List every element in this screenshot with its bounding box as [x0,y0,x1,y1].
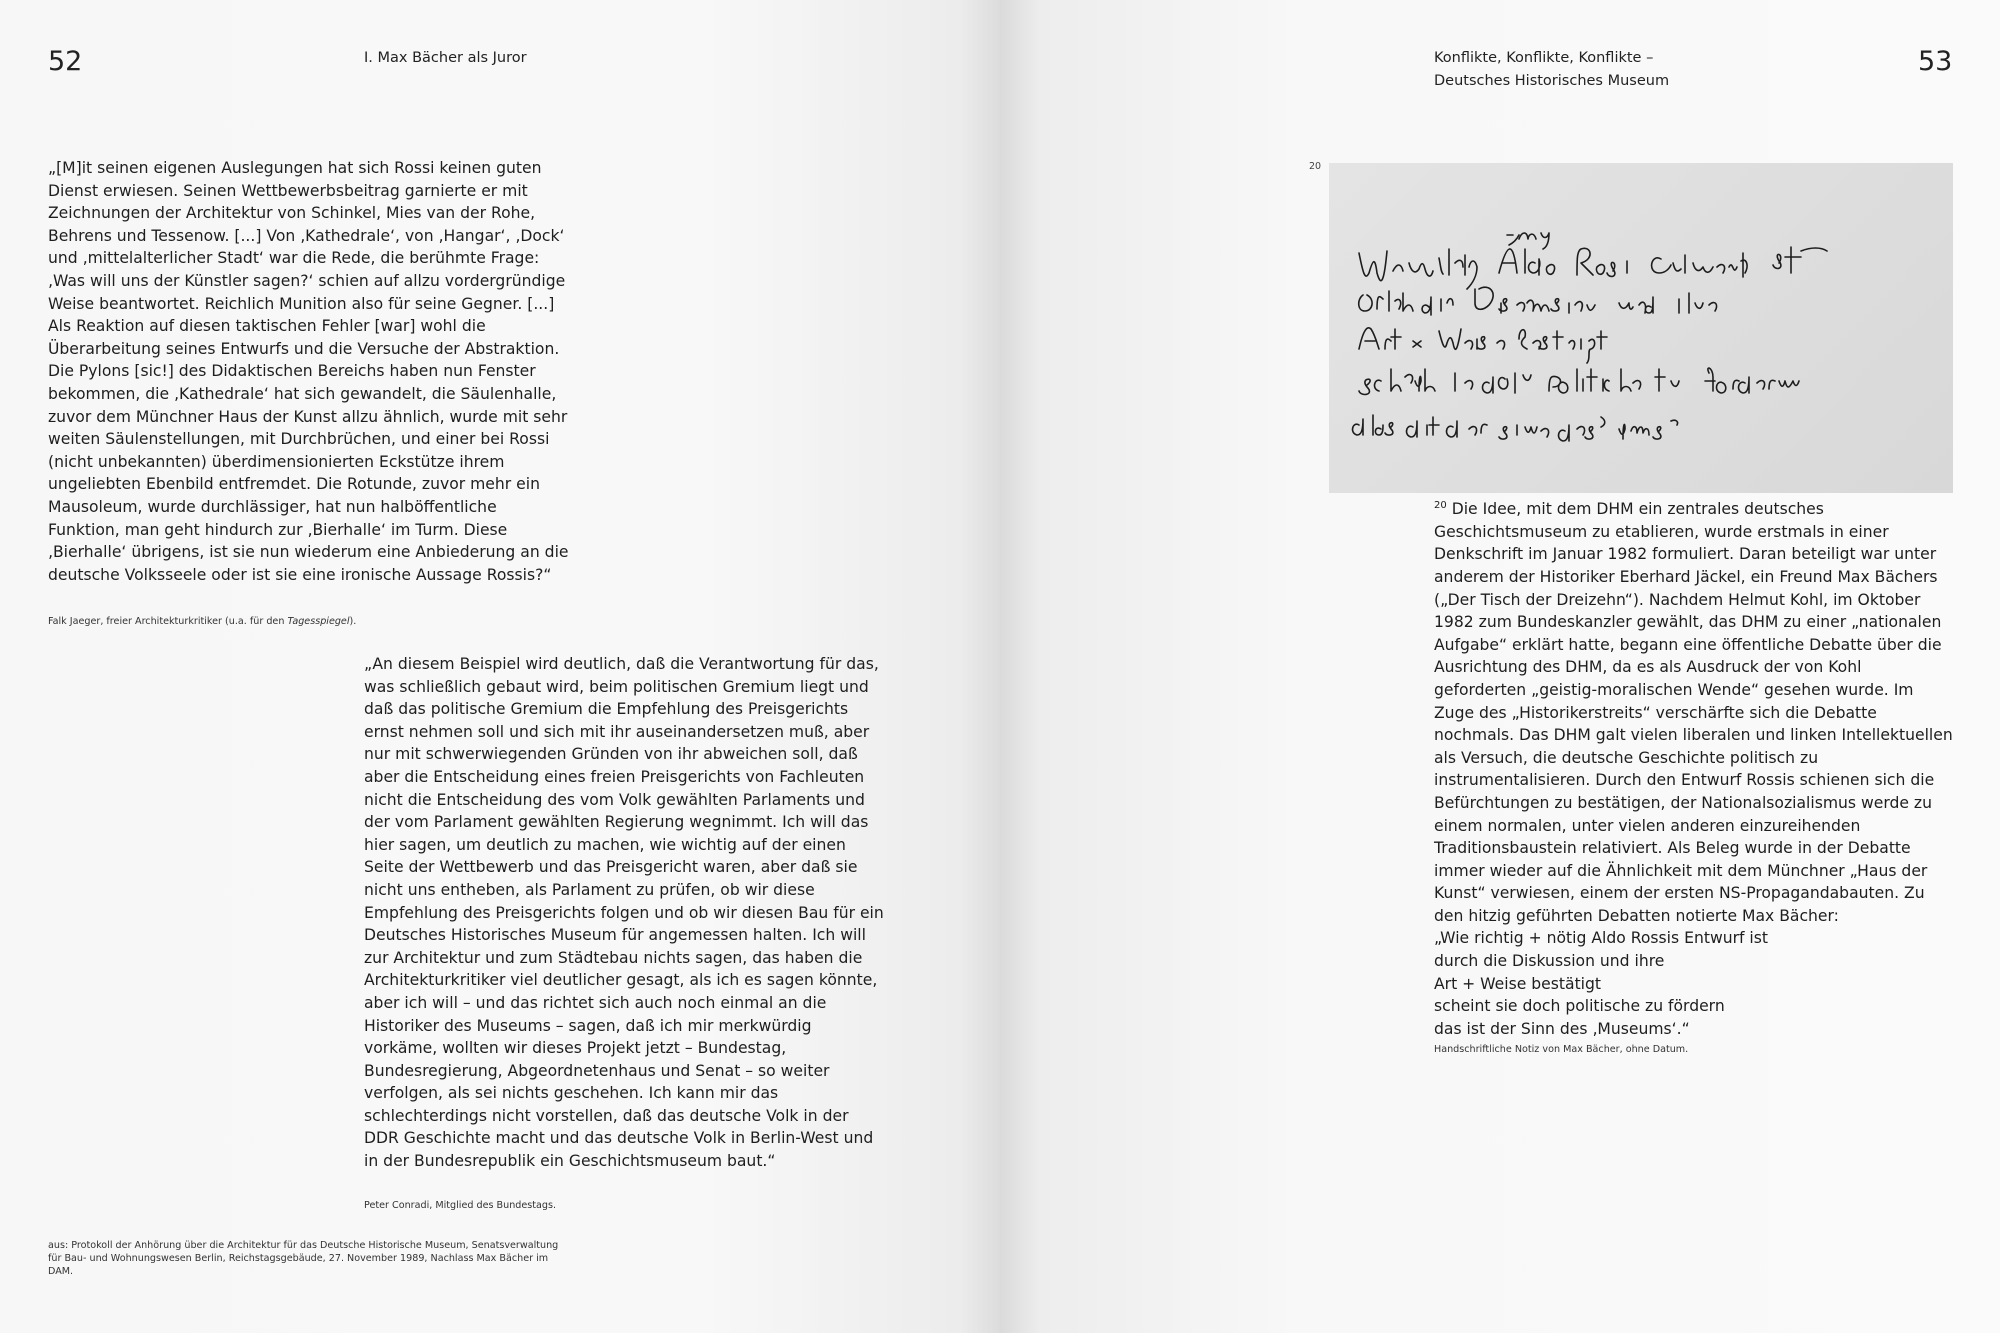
handwriting-scribble [1329,163,1953,493]
handwritten-quote-line-3: Art + Weise bestätigt [1434,974,1602,993]
quote-conradi-source: Peter Conradi, Mitglied des Bundestags. [364,1200,557,1211]
source-footnote: aus: Protokoll der Anhörung über die Architektur für das Deutsche Historische Museum, Senatsverwaltung für Bau- und Wohnungswesen Berlin, Reichstagsgebäude, 27. November 1989, Nachlass Max Bächer im DAM. [48,1240,559,1277]
running-head-left: I. Max Bächer als Juror [364,50,527,66]
quote-conradi-text: „An diesem Beispiel wird deutlich, daß die Verantwortung für das, was schließlich gebaut wird, beim politischen Gremium liegt und daß das politische Gremium die Empfehlung des Preisgerichts ernst nehmen soll und sich mit ihr auseinandersetzen muß, aber nur mit schwerwiegenden Gründen von ihr abweichen soll, daß aber die Entscheidung eines freien Preisgerichts von Fachleuten nicht die Entscheidung des vom Volk gewählten Parlaments und der vom Parlament gewählten Regierung wegnimmt. Ich will das hier sagen, um deutlich zu machen, wie wichtig auf der einen Seite der Wettbewerb und das Preisgericht waren, aber daß sie nicht uns entheben, als Parlament zu prüfen, ob wir diese Empfehlung des Preisgerichts folgen und ob wir diesen Bau für ein Deutsches Historisches Museum für angemessen halten. Ich will zur Architektur und zum Städtebau nichts sagen, das haben die Architekturkritiker viel deutlicher gesagt, als ich es sagen könnte, aber ich will – und das richtet sich auch noch einmal an die Historiker des Museums – sagen, daß ich mir merkwürdig vorkäme, wollten wir dieses Projekt jetzt – Bundestag, Bundesregierung, Abgeordnetenhaus und Senat – so weiter verfolgen, als sei nichts geschehen. Ich kann mir das schlechterdings nicht vorstellen, daß das deutsche Volk in der DDR Geschichte macht und das deutsche Volk in Berlin-West und in der Bundesrepublik ein Geschichtsmuseum baut.“ [364,655,884,1171]
footnote-20-body: Die Idee, mit dem DHM ein zentrales deutsches Geschichtsmuseum zu etablieren, wurde erstmals in einer Denkschrift im Januar 1982 formuliert. Daran beteiligt war unter anderem der Historiker Eberhard Jäckel, ein Freund Max Bächers („Der Tisch der Dreizehn“). Nachdem Helmut Kohl, im Oktober 1982 zum Bundeskanzler gewählt, das DHM zu einer „nationalen Aufgabe“ erklärt hatte, begann eine öffentliche Debatte über die Ausrichtung des DHM, da es als Ausdruck der von Kohl geforderten „geistig-moralischen Wende“ gesehen wurde. Im Zuge des „Historikerstreits“ verschärfte sich die Debatte nochmals. Das DHM galt vielen liberalen und linken Intellektuellen als Versuch, die deutsche Geschichte politisch zu instrumentalisieren. Durch den Entwurf Rossis schienen sich die Befürchtungen zu bestätigen, der Nationalsozialismus werde zu einem normalen, unter vielen anderen einzureihenden Traditionsbaustein relativiert. Als Beleg wurde in der Debatte immer wieder auf die Ähnlichkeit mit dem Münchner „Haus der Kunst“ verwiesen, einem der ersten NS-Propagandabauten. Zu den hitzig geführten Debatten notierte Max Bächer: [1434,500,1953,925]
handwritten-note-image [1329,163,1953,493]
handwritten-quote-line-1: „Wie richtig + nötig Aldo Rossis Entwurf ist [1434,929,1769,948]
footnote-20-number: 20 [1434,500,1447,511]
handwritten-quote-line-2: durch die Diskussion und ihre [1434,952,1665,971]
quote-jaeger-source: Falk Jaeger, freier Architekturkritiker (u.a. für den Tagesspiegel). [48,616,357,627]
quote-jaeger-text: „[M]it seinen eigenen Auslegungen hat sich Rossi keinen guten Dienst erwiesen. Seinen Wettbewerbsbeitrag garnierte er mit Zeichnungen der Architektur von Schinkel, Mies van der Rohe, Behrens und Tessenow. [...] Von ‚Kathedrale‘, von ‚Hangar‘, ‚Dock‘ und ‚mittelalterlicher Stadt‘ war die Rede, die berühmte Frage: ‚Was will uns der Künstler sagen?‘ schien auf allzu vordergründige Weise beantwortet. Reichlich Munition also für seine Gegner. [...] Als Reaktion auf diesen taktischen Fehler [war] wohl die Überarbeitung seines Entwurfs und die Versuche der Abstraktion. Die Pylons [sic!] des Didaktischen Bereichs haben nun Fenster bekommen, die ‚Kathedrale‘ hat sich gewandelt, die Säulenhalle, zuvor dem Münchner Haus der Kunst allzu ähnlich, wurde mit sehr weiten Säulenstellungen, mit Durchbrüchen, und einer bei Rossi (nicht unbekannten) überdimensionierten Eckstütze ihrem ungeliebten Ebenbild entfremdet. Die Rotunde, zuvor mehr ein Mausoleum, wurde durchlässiger, hat nun halböffentliche Funktion, man geht hindurch zur ‚Bierhalle‘ im Turm. Diese ‚Bierhalle‘ übrigens, ist sie nun wiederum eine Anbiederung an die deutsche Volksseele oder ist sie eine ironische Aussage Rossis?“ [48,159,569,584]
figure-number: 20 [1309,161,1322,172]
footnote-20-text [1434,495,1954,927]
page-number-right: 53 [1918,46,1953,77]
footnote-20 [1434,495,1954,1040]
handwritten-quote-line-4: scheint sie doch politische zu fördern [1434,997,1725,1016]
quote-jaeger [48,157,570,586]
running-head-right-line2: Deutsches Historisches Museum [1434,72,1670,89]
quote-conradi [364,653,886,1173]
page-number-left: 52 [48,46,83,77]
running-head-right-line1: Konflikte, Konflikte, Konflikte – [1434,50,1654,66]
manuscript-caption: Handschriftliche Notiz von Max Bächer, ohne Datum. [1434,1044,1689,1055]
handwritten-quote-line-5: das ist der Sinn des ‚Museums‘.“ [1434,1019,1690,1038]
running-head-right [1434,47,1669,92]
